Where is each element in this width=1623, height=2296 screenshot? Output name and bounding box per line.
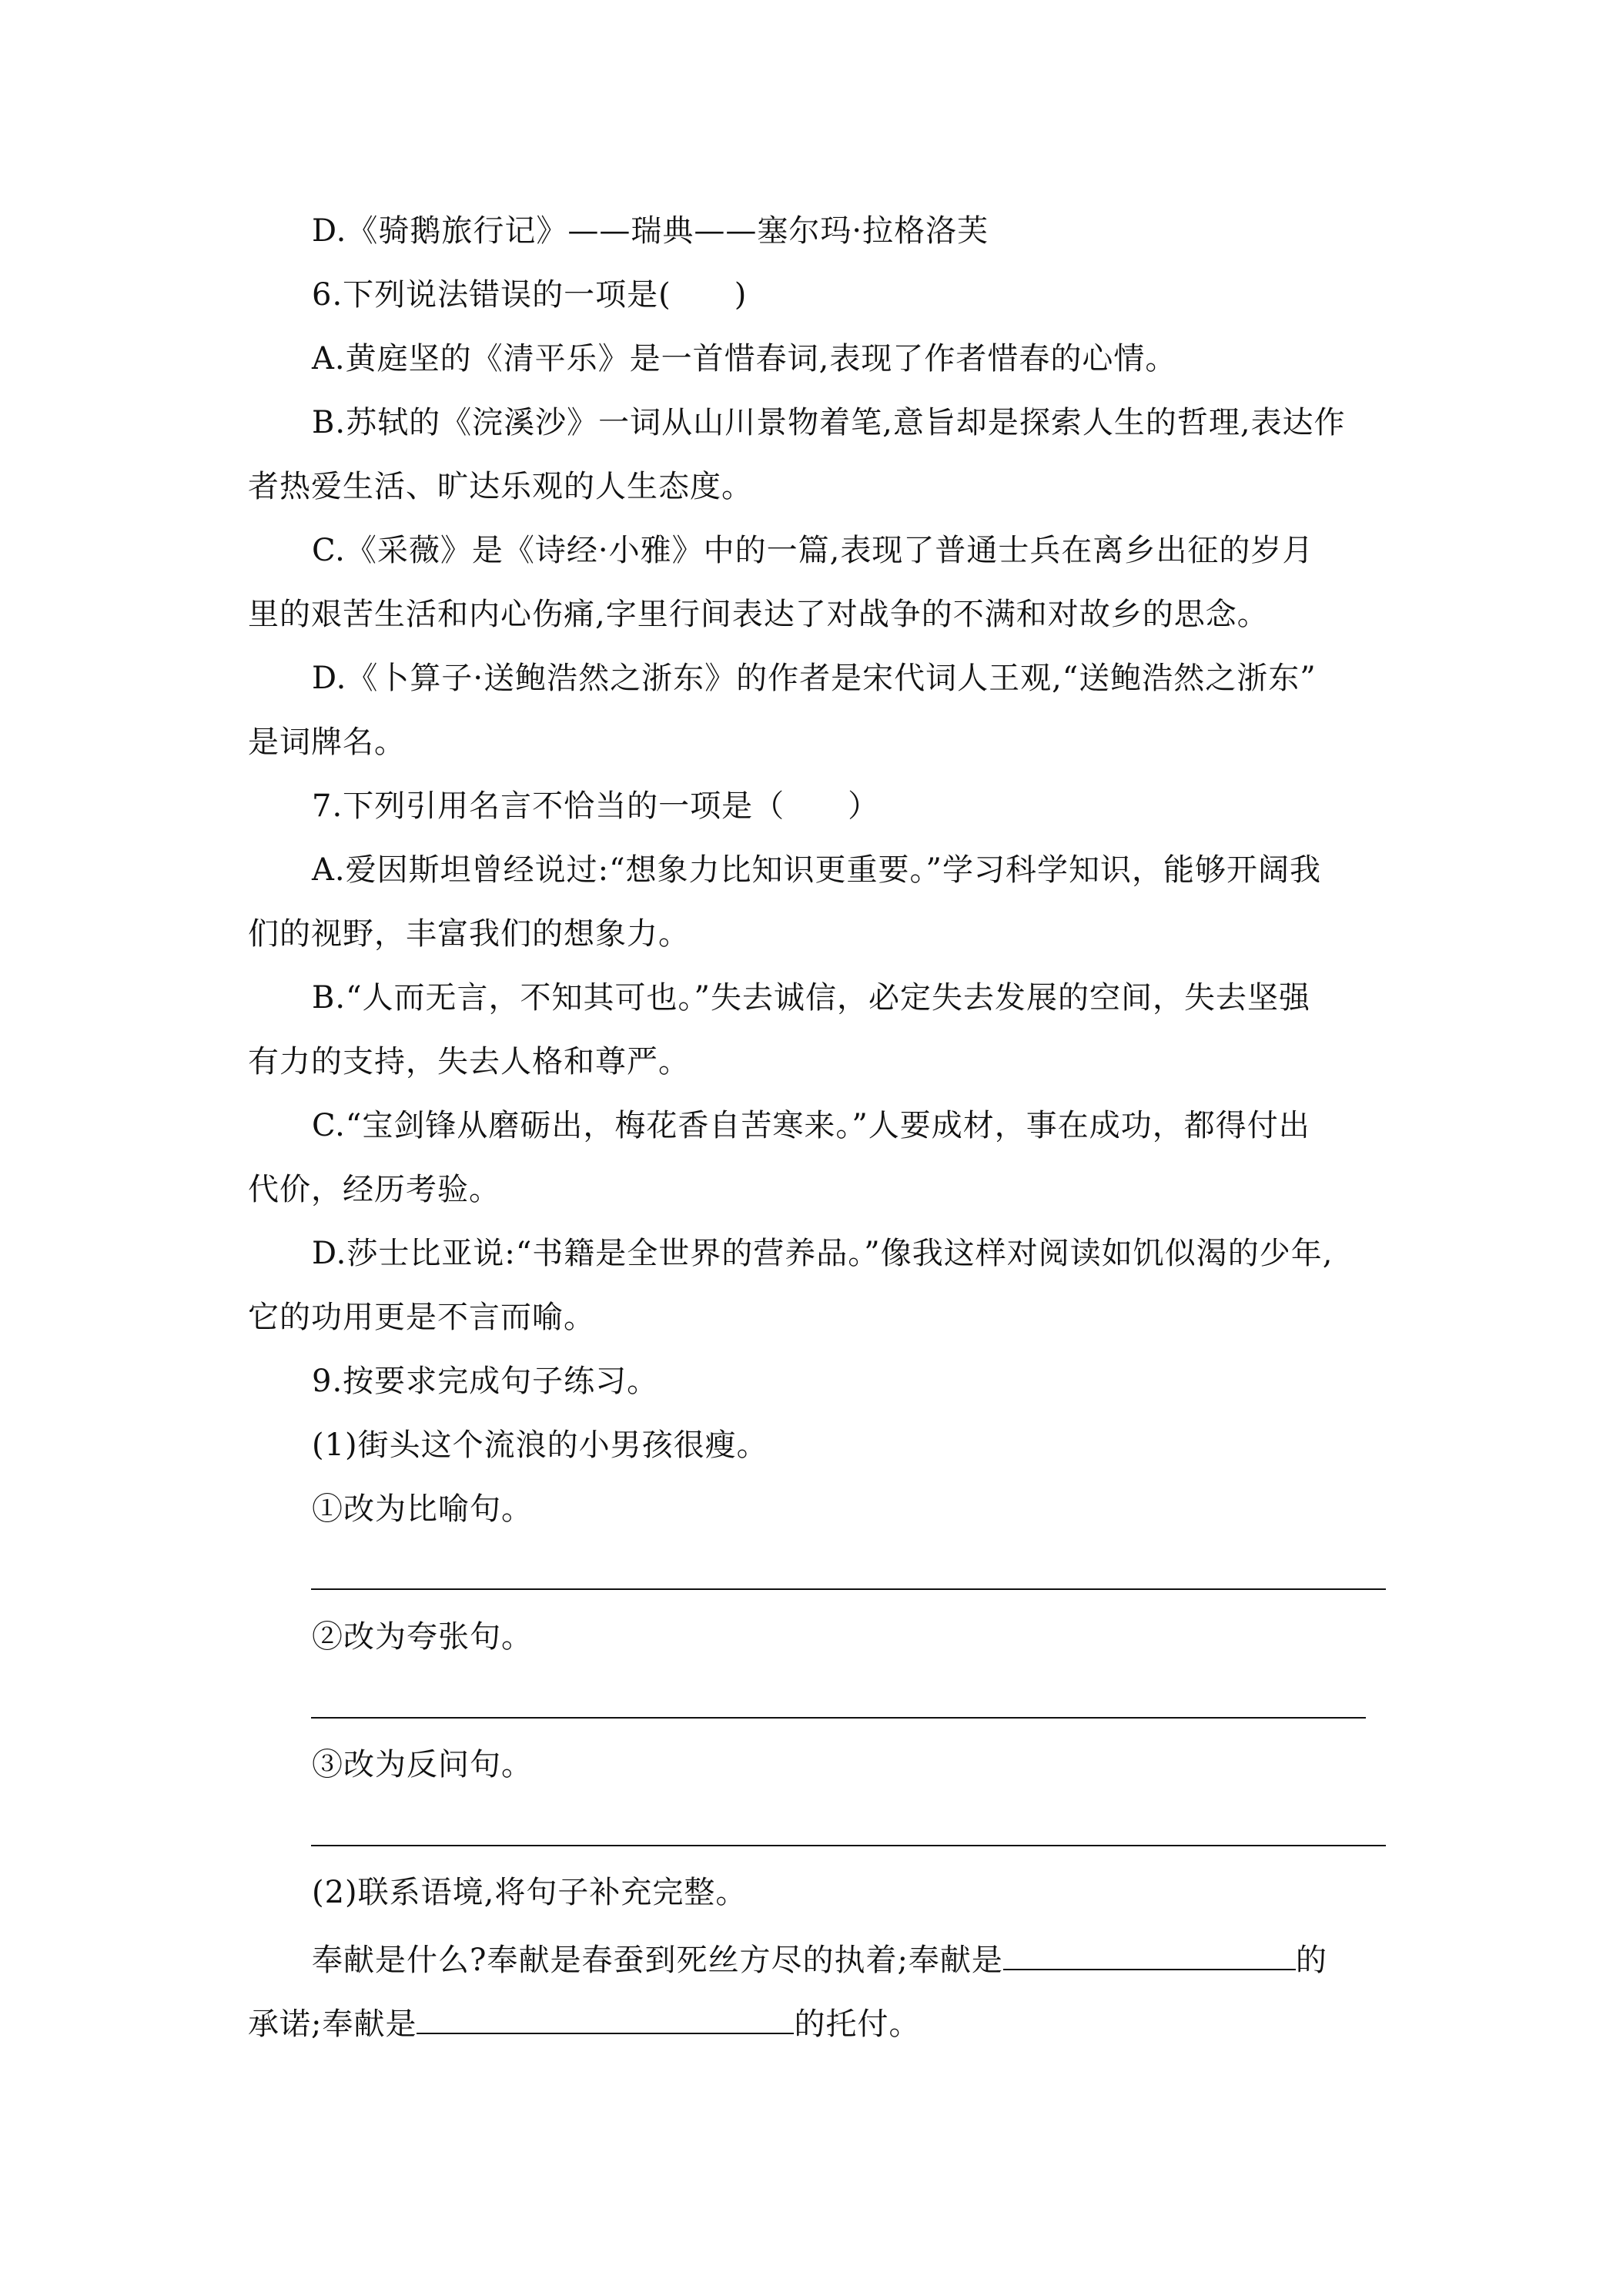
q7-option-c-line2: 代价，经历考验。 bbox=[248, 1172, 500, 1207]
q9-part2-stem: (2)联系语境,将句子补充完整。 bbox=[312, 1875, 748, 1910]
q9-stem: 9.按要求完成句子练习。 bbox=[312, 1364, 659, 1399]
q6-option-c-line1: C.《采薇》是《诗经·小雅》中的一篇,表现了普通士兵在离乡出征的岁月 bbox=[312, 533, 1314, 568]
q9-part2-line1-start: 奉献是什么?奉献是春蚕到死丝方尽的执着;奉献是 bbox=[312, 1943, 1003, 1978]
answer-line-3[interactable] bbox=[311, 1845, 1386, 1846]
q7-option-d-line1: D.莎士比亚说:“书籍是全世界的营养品。”像我这样对阅读如饥似渴的少年, bbox=[312, 1236, 1334, 1271]
q6-option-b-line1: B.苏轼的《浣溪沙》一词从山川景物着笔,意旨却是探索人生的哲理,表达作 bbox=[312, 405, 1346, 440]
q9-part1-item1: ①改为比喻句。 bbox=[312, 1491, 533, 1527]
q6-option-a: A.黄庭坚的《清平乐》是一首惜春词,表现了作者惜春的心情。 bbox=[312, 341, 1177, 377]
q7-stem: 7.下列引用名言不恰当的一项是（ ） bbox=[312, 788, 880, 824]
q6-option-d-line1: D.《卜算子·送鲍浩然之浙东》的作者是宋代词人王观,“送鲍浩然之浙东” bbox=[312, 661, 1317, 696]
q6-option-c-line2: 里的艰苦生活和内心伤痛,字里行间表达了对战争的不满和对故乡的思念。 bbox=[248, 597, 1269, 632]
answer-line-1[interactable] bbox=[311, 1588, 1386, 1590]
q9-part2-line2-start: 承诺;奉献是 bbox=[248, 2006, 417, 2042]
q9-part2-line2 bbox=[248, 2002, 920, 2043]
answer-line-2[interactable] bbox=[311, 1717, 1366, 1719]
q9-part2-line1 bbox=[312, 1938, 1327, 1979]
q7-option-b-line2: 有力的支持，失去人格和尊严。 bbox=[248, 1044, 690, 1079]
q6-option-b-line2: 者热爱生活、旷达乐观的人生态度。 bbox=[248, 469, 753, 504]
q9-part2-line1-end: 的 bbox=[1295, 1943, 1327, 1978]
fill-blank-1[interactable] bbox=[1003, 1938, 1296, 1970]
q9-part1-item2: ②改为夸张句。 bbox=[312, 1619, 533, 1655]
fill-blank-2[interactable] bbox=[417, 2002, 794, 2034]
q7-option-b-line1: B.“人而无言，不知其可也。”失去诚信，必定失去发展的空间，失去坚强 bbox=[312, 980, 1311, 1016]
q6-stem: 6.下列说法错误的一项是( ) bbox=[312, 277, 748, 313]
q7-option-d-line2: 它的功用更是不言而喻。 bbox=[248, 1300, 595, 1335]
q9-part2-line2-end: 的托付。 bbox=[794, 2006, 921, 2042]
q5-option-d: D.《骑鹅旅行记》——瑞典——塞尔玛·拉格洛芙 bbox=[312, 213, 989, 249]
q7-option-a-line1: A.爱因斯坦曾经说过:“想象力比知识更重要。”学习科学知识，能够开阔我 bbox=[312, 852, 1321, 888]
q7-option-c-line1: C.“宝剑锋从磨砺出，梅花香自苦寒来。”人要成材，事在成功，都得付出 bbox=[312, 1108, 1310, 1143]
q6-option-d-line2: 是词牌名。 bbox=[248, 725, 406, 760]
q9-part1-stem: (1)街头这个流浪的小男孩很瘦。 bbox=[312, 1427, 768, 1463]
q9-part1-item3: ③改为反问句。 bbox=[312, 1747, 533, 1782]
q7-option-a-line2: 们的视野，丰富我们的想象力。 bbox=[248, 916, 690, 952]
